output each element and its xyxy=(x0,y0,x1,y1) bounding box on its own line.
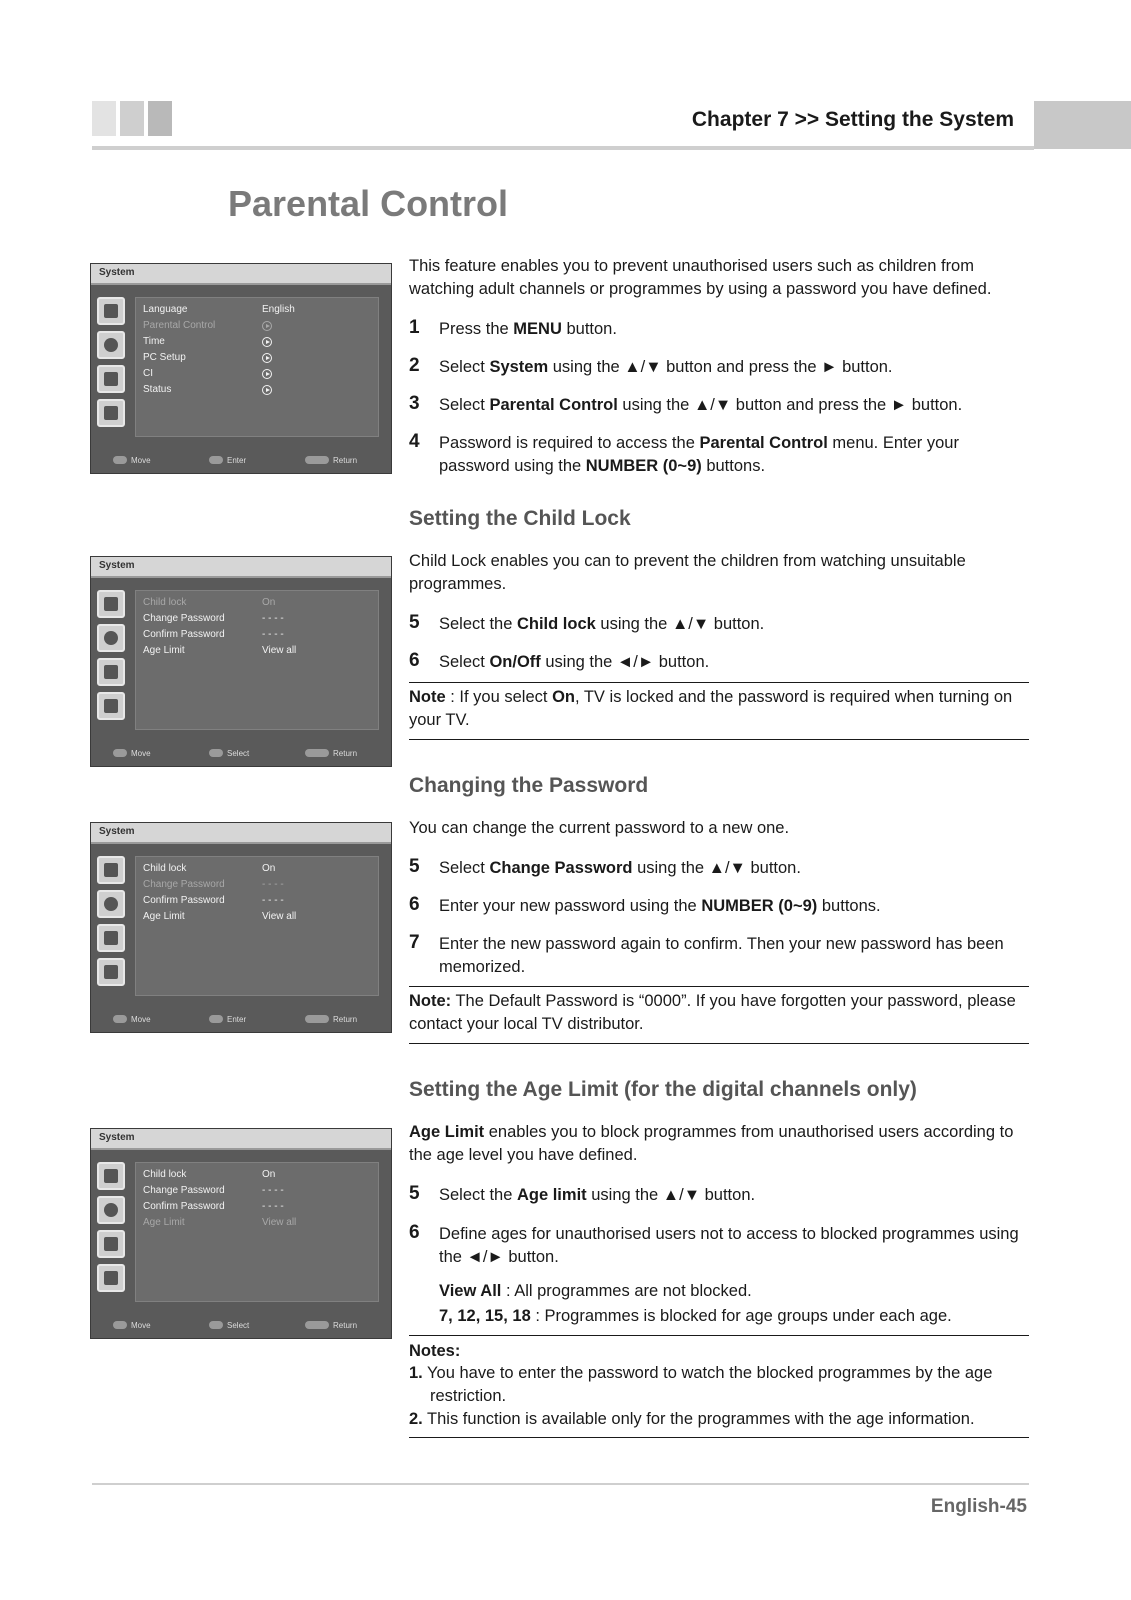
remote-button-icon xyxy=(305,749,329,757)
age-limit-intro: Age Limit enables you to block programmes from unauthorised users according to the age level you have defined. xyxy=(409,1123,1014,1164)
footer-rule xyxy=(92,1483,1029,1485)
menu-item-label: Child lock xyxy=(143,597,187,608)
disc-icon xyxy=(97,624,125,652)
section-heading-age-limit: Setting the Age Limit (for the digital channels only) xyxy=(409,1078,917,1101)
menu-panel xyxy=(135,1162,379,1302)
menu-item-value: - - - - xyxy=(262,879,284,890)
tv-menu-screenshot-age-limit xyxy=(90,1128,392,1339)
remote-button-icon xyxy=(209,456,223,464)
password-note: Note: The Default Password is “0000”. If you have forgotten your password, please contact your local TV distributor. xyxy=(409,992,1016,1033)
menu-footer xyxy=(91,1015,391,1027)
disc-icon xyxy=(97,890,125,918)
remote-button-icon xyxy=(209,749,223,757)
footer-hint: Move xyxy=(113,1015,151,1024)
menu-icon-column xyxy=(97,856,131,992)
section-heading-child-lock: Setting the Child Lock xyxy=(409,507,631,530)
notes-rule-bottom xyxy=(409,1437,1029,1438)
child-lock-intro: Child Lock enables you can to prevent the children from watching unsuitable programmes. xyxy=(409,552,966,593)
disc-icon xyxy=(97,331,125,359)
footer-hint: Return xyxy=(305,456,357,465)
menu-item-label: Time xyxy=(143,336,165,347)
antenna-icon xyxy=(97,658,125,686)
footer-hint: Select xyxy=(209,749,249,758)
menu-item-label: PC Setup xyxy=(143,352,186,363)
menu-item-label: Change Password xyxy=(143,1185,225,1196)
footer-hint: Return xyxy=(305,749,357,758)
remote-button-icon xyxy=(113,1015,127,1023)
remote-button-icon xyxy=(209,1321,223,1329)
menu-item-label: Status xyxy=(143,384,172,395)
settings-icon xyxy=(97,958,125,986)
tv-menu-screenshot-child-lock xyxy=(90,556,392,767)
menu-item-label: Language xyxy=(143,304,188,315)
step-number: 3 xyxy=(409,393,420,414)
remote-button-icon xyxy=(113,456,127,464)
play-arrow-icon xyxy=(262,336,272,349)
menu-item-label: Confirm Password xyxy=(143,629,225,640)
footer-hint: Move xyxy=(113,1321,151,1330)
settings-icon xyxy=(97,692,125,720)
section-heading-password: Changing the Password xyxy=(409,774,649,797)
menu-footer xyxy=(91,1321,391,1333)
menu-panel xyxy=(135,297,379,437)
play-arrow-icon xyxy=(262,320,272,333)
play-arrow-icon xyxy=(262,384,272,397)
menu-title-bar xyxy=(91,557,391,578)
menu-title-bar xyxy=(91,1129,391,1150)
footer-hint: Move xyxy=(113,749,151,758)
remote-button-icon xyxy=(305,1321,329,1329)
remote-button-icon xyxy=(209,1015,223,1023)
menu-item-value: - - - - xyxy=(262,613,284,624)
menu-title: System xyxy=(99,826,135,837)
menu-item-label: Change Password xyxy=(143,879,225,890)
menu-item-label: Confirm Password xyxy=(143,895,225,906)
menu-item-value: - - - - xyxy=(262,1201,284,1212)
step-number: 4 xyxy=(409,431,420,452)
page-title: Parental Control xyxy=(228,183,509,224)
menu-item-label: Age Limit xyxy=(143,1217,185,1228)
menu-item-label: Age Limit xyxy=(143,911,185,922)
tv-menu-screenshot-change-password xyxy=(90,822,392,1033)
menu-item-label: Change Password xyxy=(143,613,225,624)
footer-hint: Return xyxy=(305,1015,357,1024)
menu-title: System xyxy=(99,1132,135,1143)
notes-rule-top xyxy=(409,1335,1029,1336)
menu-item-label: Child lock xyxy=(143,1169,187,1180)
menu-item-value: View all xyxy=(262,1217,297,1228)
menu-item-value: On xyxy=(262,863,276,874)
tv-icon xyxy=(97,856,125,884)
menu-item-value: On xyxy=(262,1169,276,1180)
menu-title-bar xyxy=(91,264,391,285)
menu-title-bar xyxy=(91,823,391,844)
antenna-icon xyxy=(97,924,125,952)
note-rule-bottom xyxy=(409,1043,1029,1044)
page-number: English-45 xyxy=(930,1496,1027,1517)
menu-panel xyxy=(135,856,379,996)
header-square-1 xyxy=(92,101,116,136)
menu-item-value: - - - - xyxy=(262,1185,284,1196)
menu-item-label: CI xyxy=(143,368,153,379)
menu-icon-column xyxy=(97,297,131,433)
footer-hint: Select xyxy=(209,1321,249,1330)
menu-title: System xyxy=(99,560,135,571)
note-rule-top xyxy=(409,986,1029,987)
notes-label: Notes: xyxy=(409,1342,461,1360)
remote-button-icon xyxy=(113,1321,127,1329)
antenna-icon xyxy=(97,1230,125,1258)
note-rule-top xyxy=(409,682,1029,683)
menu-item-value: English xyxy=(262,304,295,315)
menu-panel xyxy=(135,590,379,730)
menu-title: System xyxy=(99,267,135,278)
menu-item-label: Confirm Password xyxy=(143,1201,225,1212)
antenna-icon xyxy=(97,365,125,393)
child-lock-note: Note : If you select On, TV is locked and the password is required when turning on your TV. xyxy=(409,688,1013,729)
header-square-3 xyxy=(148,101,172,136)
play-arrow-icon xyxy=(262,352,272,365)
header-rule xyxy=(92,146,1034,150)
menu-icon-column xyxy=(97,590,131,726)
menu-item-label: Child lock xyxy=(143,863,187,874)
menu-item-value: View all xyxy=(262,645,297,656)
play-arrow-icon xyxy=(262,368,272,381)
disc-icon xyxy=(97,1196,125,1224)
step-number: 1 xyxy=(409,317,420,338)
footer-hint: Enter xyxy=(209,456,246,465)
chapter-heading: Chapter 7 >> Setting the System xyxy=(691,108,1014,131)
menu-item-value: - - - - xyxy=(262,629,284,640)
step-number: 2 xyxy=(409,355,420,376)
header-tab xyxy=(1034,101,1131,149)
menu-item-value: - - - - xyxy=(262,895,284,906)
remote-button-icon xyxy=(305,1015,329,1023)
footer-hint: Move xyxy=(113,456,151,465)
password-intro: You can change the current password to a new one. xyxy=(409,819,790,837)
menu-icon-column xyxy=(97,1162,131,1298)
menu-footer xyxy=(91,456,391,468)
settings-icon xyxy=(97,399,125,427)
tv-icon xyxy=(97,297,125,325)
remote-button-icon xyxy=(305,456,329,464)
tv-menu-screenshot-system xyxy=(90,263,392,474)
tv-icon xyxy=(97,1162,125,1190)
menu-item-label: Age Limit xyxy=(143,645,185,656)
footer-hint: Enter xyxy=(209,1015,246,1024)
note-item-2: 2. This function is available only for the programmes with the age information. xyxy=(409,1410,975,1428)
menu-footer xyxy=(91,749,391,761)
note-item-1: 1. You have to enter the password to watch the blocked programmes by the age restriction. xyxy=(409,1364,993,1405)
menu-item-value: On xyxy=(262,597,276,608)
remote-button-icon xyxy=(113,749,127,757)
tv-icon xyxy=(97,590,125,618)
intro-paragraph: This feature enables you to prevent unauthorised users such as children from watching adult channels or programmes by using a password you have defined. xyxy=(409,257,992,298)
settings-icon xyxy=(97,1264,125,1292)
note-rule-bottom xyxy=(409,739,1029,740)
menu-item-label: Parental Control xyxy=(143,320,216,331)
footer-hint: Return xyxy=(305,1321,357,1330)
header-square-2 xyxy=(120,101,144,136)
menu-item-value: View all xyxy=(262,911,297,922)
